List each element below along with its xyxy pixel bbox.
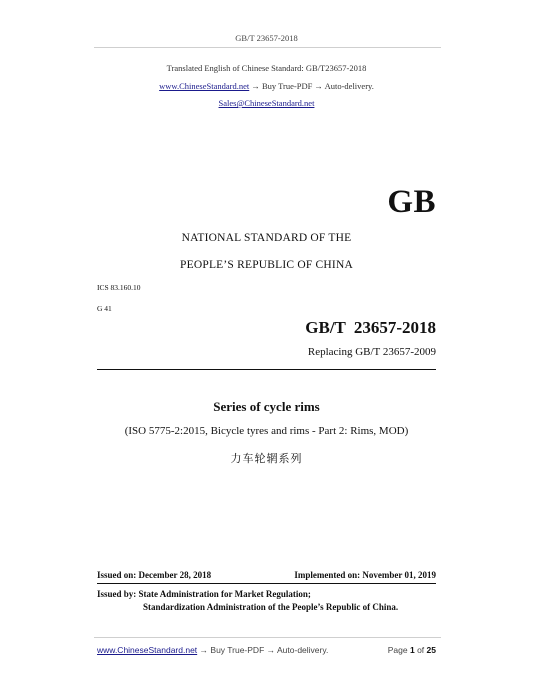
national-standard-line-2: PEOPLE’S REPUBLIC OF CHINA [180, 259, 353, 271]
footer-divider [94, 637, 441, 638]
title-divider [97, 369, 436, 370]
page-of: of [417, 645, 425, 655]
page-label: Page [387, 645, 408, 655]
replacing-note: Replacing GB/T 23657-2009 [307, 346, 436, 358]
site-link[interactable]: www.ChineseStandard.net [159, 81, 250, 91]
email-link[interactable]: Sales@ChineseStandard.net [218, 98, 315, 108]
standard-code: GB/T 23657-2018 [305, 318, 436, 337]
email-line [0, 98, 533, 108]
footer-buy-text: → Buy True-PDF → Auto-delivery. [199, 645, 329, 655]
page-total: 25 [426, 645, 436, 655]
iso-reference: (ISO 5775-2:2015, Bicycle tyres and rims - Part 2: Rims, MOD) [124, 425, 409, 437]
gb-mark: GB [387, 184, 436, 220]
issuer-divider [97, 583, 436, 584]
header-links-line [0, 81, 533, 91]
buy-text: → Buy True-PDF → Auto-delivery. [251, 81, 374, 91]
ics-code: ICS 83.160.10 [97, 283, 141, 292]
issued-by-line-2: Standardization Administration of the People’s Republic of China. [143, 602, 399, 612]
page-indicator [388, 645, 436, 655]
page-current: 1 [409, 645, 415, 655]
implemented-date: Implemented on: November 01, 2019 [294, 570, 436, 580]
running-header: GB/T 23657-2018 [235, 33, 298, 43]
category-code: G 41 [97, 304, 112, 313]
issued-date: Issued on: December 28, 2018 [97, 570, 212, 580]
issued-by-line-1: Issued by: State Administration for Market Regulation; [97, 589, 311, 599]
footer-links [97, 645, 328, 655]
translation-note: Translated English of Chinese Standard: GB/T23657-2018 [166, 63, 367, 73]
chinese-title: 力车轮辋系列 [230, 452, 303, 465]
footer-site-link[interactable]: www.ChineseStandard.net [97, 645, 198, 655]
national-standard-line-1: NATIONAL STANDARD OF THE [181, 232, 352, 244]
header-divider [94, 47, 441, 48]
document-title: Series of cycle rims [213, 399, 320, 414]
